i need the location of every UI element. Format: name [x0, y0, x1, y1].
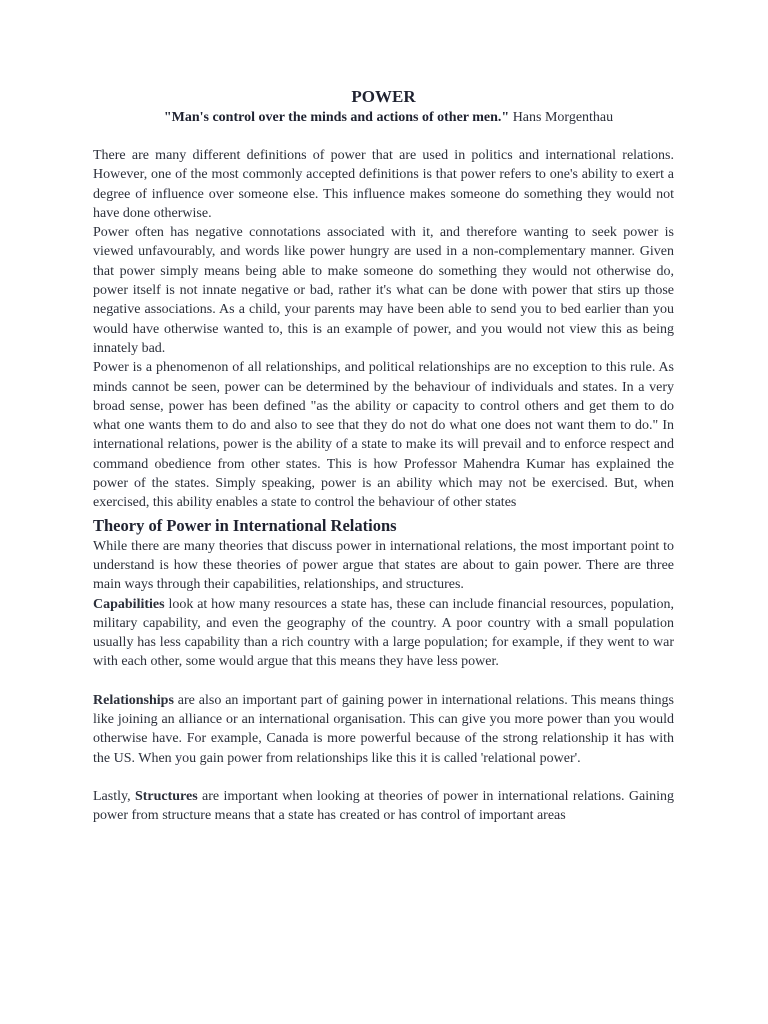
paragraph-gap [93, 768, 674, 787]
paragraph-gap [93, 672, 674, 691]
capabilities-text: look at how many resources a state has, these can include financial resources, population, military capability, and even the geography of the country. A poor country with a small population usually has less capability than a rich country with a large population; for example, if they went to war with each other, some would argue that this means they have less power. [93, 596, 674, 670]
paragraph-relationships [93, 691, 674, 768]
structures-lead: Lastly, [93, 788, 135, 804]
paragraph-phenomenon: Power is a phenomenon of all relationships, and political relationships are no exception to this rule. As minds cannot be seen, power can be determined by the behaviour of individuals and states. In a very broad sense, power has been defined "as the ability or capacity to control others and get them to do what one wants them to do and also to see that they do not do what one does not want them to do." In international relations, power is the ability of a state to make its will prevail and to enforce respect and command obedience from other states. This is how Professor Mahendra Kumar has explained the power of the states. Simply speaking, power is an ability which may not be exercised. But, when exercised, this ability enables a state to control the behaviour of other states [93, 360, 674, 511]
paragraph-theory-intro: While there are many theories that discuss power in international relations, the most important point to understand is how these theories of power argue that states are about to gain power. There are three main ways through their capabilities, relationships, and structures. [93, 538, 674, 593]
paragraph-connotations: Power often has negative connotations associated with it, and therefore wanting to seek power is viewed unfavourably, and words like power hungry are used in a non-complementary manner. Given that power simply means being able to make someone do something they would not otherwise do, power itself is not innate negative or bad, rather it's what can be done with power that stirs up those negative associations. As a child, your parents may have been able to send you to bed earlier than you would have otherwise wanted to, this is an example of power, and you would not view this as being innately bad. [93, 225, 674, 356]
section-heading: Theory of Power in International Relations [93, 515, 397, 535]
document-title: POWER [351, 87, 416, 106]
term-structures: Structures [134, 788, 198, 804]
paragraph-definitions: There are many different definitions of power that are used in politics and international relations. However, one of the most commonly accepted definitions is that power refers to one's ability to exert a degree of influence over someone else. This influence makes someone do something they would not have done otherwise. [93, 148, 674, 221]
structures-text: are important when looking at theories of power in international relations. Gaining power from structure means that a state has created or has control of important areas [93, 788, 674, 824]
quote-author: Hans Morgenthau [509, 110, 614, 125]
relationships-text: are also an important part of gaining power in international relations. This means things like joining an alliance or an international organisation. This can give you more power than you would otherwise have. For example, Canada is more powerful because of the strong relationship it has with the US. When you gain power from relationships like this it is called 'relational power'. [93, 692, 674, 766]
term-relationships: Relationships [93, 692, 174, 708]
quote-text: "Man's control over the minds and actions of other men." [163, 110, 510, 125]
epigraph-quote [93, 108, 674, 128]
paragraph-structures [93, 787, 674, 826]
paragraph-capabilities [93, 595, 674, 672]
term-capabilities: Capabilities [93, 596, 165, 612]
